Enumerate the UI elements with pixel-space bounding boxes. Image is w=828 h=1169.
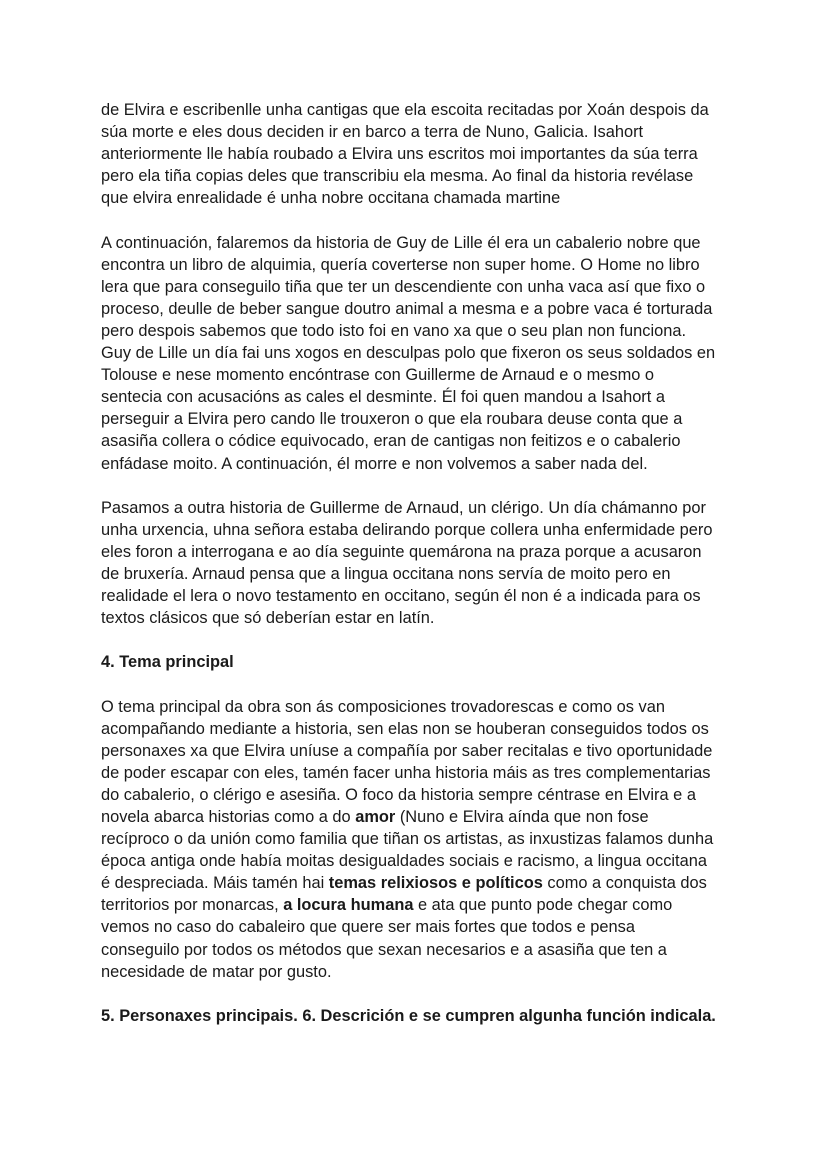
document-page (101, 99, 741, 1027)
text-line: encontra un libro de alquimia, quería coverterse non super home. O Home no libro (101, 255, 700, 274)
text-span: (Nuno e Elvira aínda que non fose (395, 808, 649, 826)
bold-term-amor: amor (355, 808, 396, 826)
text-line: Pasamos a outra historia de Guillerme de Arnaud, un clérigo. Un día chámanno por (101, 498, 706, 517)
text-line: acompañando mediante a historia, sen elas non se houberan conseguidos todos os (101, 719, 709, 738)
text-line (101, 806, 741, 828)
paragraph-gap (101, 209, 741, 231)
text-line: vemos no caso do cabaleiro que quere ser mais fortes que todos e pensa (101, 918, 635, 937)
text-line: realidade el lera o novo testamento en occitano, según él non é a indicada para os (101, 587, 701, 606)
text-line: proceso, deulle de beber sangue doutro animal a mesma e a pobre vaca é torturada (101, 299, 713, 318)
text-line: do cabalerio, o clérigo e asesiña. O foco da historia sempre céntrase en Elvira e a (101, 785, 696, 804)
text-line: pero despois sabemos que todo isto foi en vano xa que o seu plan non funciona. (101, 321, 687, 340)
text-line: enfádase moito. A continuación, él morre e non volvemos a saber nada del. (101, 454, 648, 473)
text-line: de poder escapar con eles, tamén facer unha historia máis as tres complementarias (101, 763, 711, 782)
text-line: conseguilo por todos os métodos que sexan necesarios e a asasiña que ten a (101, 940, 667, 959)
text-line: de Elvira e escribenlle unha cantigas que ela escoita recitadas por Xoán despois da (101, 101, 709, 119)
paragraph-gap (101, 629, 741, 651)
text-line: pero ela tiña copias deles que transcribiu ela mesma. Ao final da historia revélase (101, 167, 694, 186)
paragraph-gap (101, 983, 741, 1005)
text-line: asasiña collera o códice equivocado, eran de cantigas non feitizos e o cabalerio (101, 432, 681, 451)
section-heading-tema-principal: 4. Tema principal (101, 653, 234, 672)
section-heading-personaxes: 5. Personaxes principais. 6. Descrición e se cumpren algunha función indicala. (101, 1006, 716, 1025)
paragraph-guillerme-de-arnaud (101, 497, 741, 630)
text-line: unha urxencia, uhna señora estaba delirando porque collera unha enfermidade pero (101, 520, 713, 539)
text-line: eles foron a interrogana e ao día seguinte quemárona na praza porque a acusaron (101, 542, 702, 561)
text-line: recíproco o da unión como familia que tiñan os artistas, as inxustizas falamos dunha (101, 830, 714, 849)
text-line: personaxes xa que Elvira uníuse a compañía por saber recitalas e tivo oportunidade (101, 741, 713, 760)
text-line (101, 872, 741, 894)
text-line: sentecia con acusacións as cales el desminte. Él foi quen mandou a Isahort a (101, 388, 665, 407)
text-line: Tolouse e nese momento encóntrase con Guillerme de Arnaud e o mesmo o (101, 366, 655, 385)
text-line: lera que para conseguilo tiña que ter un descendiente con unha vaca así que fixo o (101, 277, 706, 296)
text-line: Guy de Lille un día fai uns xogos en desculpas polo que fixeron os seus soldados en (101, 344, 716, 363)
paragraph-gap (101, 673, 741, 695)
text-line (101, 894, 741, 916)
text-span: novela abarca historias como a do (101, 808, 356, 826)
text-line: que elvira enrealidade é unha nobre occitana chamada martine (101, 189, 561, 208)
text-span: é despreciada. Máis tamén hai (101, 874, 329, 893)
text-span: e ata que punto pode chegar como (413, 896, 673, 915)
paragraph-elvira (101, 99, 741, 209)
paragraph-gap (101, 475, 741, 497)
text-line: anteriormente lle había roubado a Elvira uns escritos moi importantes da súa terra (101, 145, 698, 164)
text-line: textos clásicos que só deberían estar en latín. (101, 609, 435, 628)
bold-term-temas: temas relixiosos e políticos (328, 874, 543, 893)
text-span: territorios por monarcas, (101, 896, 284, 915)
text-line: perseguir a Elvira pero cando lle trouxeron o que ela roubara deuse conta que a (101, 410, 683, 429)
text-line: necesidade de matar por gusto. (101, 962, 332, 981)
text-line: época antiga onde había moitas desigualdades sociais e racismo, a lingua occitana (101, 852, 707, 871)
text-line: A continuación, falaremos da historia de Guy de Lille él era un cabalerio nobre que (101, 233, 701, 252)
text-line: O tema principal da obra son ás composiciones trovadorescas e como os van (101, 697, 665, 716)
paragraph-tema-principal (101, 696, 741, 983)
text-span: como a conquista dos (542, 874, 707, 893)
text-line: de bruxería. Arnaud pensa que a lingua occitana nons servía de moito pero en (101, 564, 671, 583)
text-line: súa morte e eles dous deciden ir en barco a terra de Nuno, Galicia. Isahort (101, 123, 644, 142)
paragraph-guy-de-lille (101, 232, 741, 475)
bold-term-locura: a locura humana (283, 896, 414, 915)
